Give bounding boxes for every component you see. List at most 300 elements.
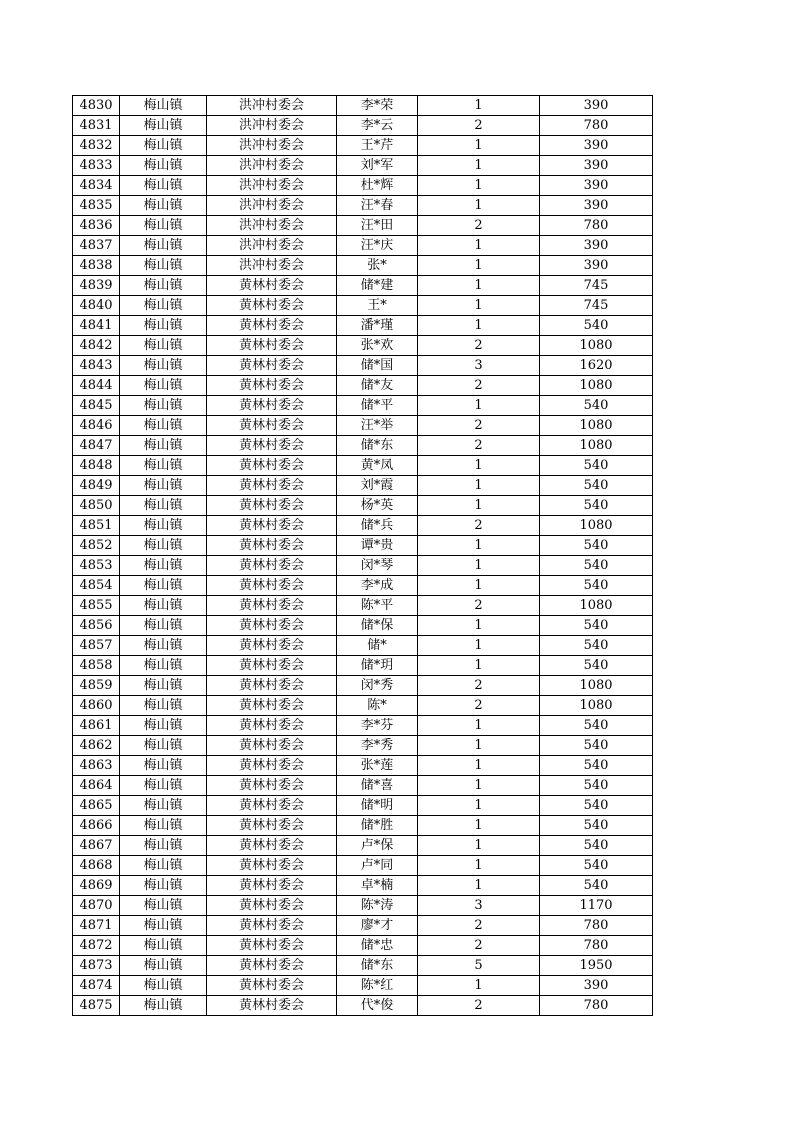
town-cell: 梅山镇 [120,116,207,136]
name-cell: 汪*举 [337,416,418,436]
name-cell: 卢*保 [337,836,418,856]
village-committee-cell: 黄林村委会 [207,776,337,796]
amount-cell: 540 [540,656,653,676]
amount-cell: 390 [540,236,653,256]
name-cell: 卓*楠 [337,876,418,896]
table-row [73,336,653,356]
amount-cell: 390 [540,136,653,156]
town-cell: 梅山镇 [120,316,207,336]
village-committee-cell: 黄林村委会 [207,536,337,556]
row-number-cell: 4846 [73,416,120,436]
table-body [73,96,653,1016]
row-number-cell: 4862 [73,736,120,756]
town-cell: 梅山镇 [120,596,207,616]
count-cell: 2 [418,336,540,356]
name-cell: 谭*贵 [337,536,418,556]
amount-cell: 390 [540,96,653,116]
village-committee-cell: 黄林村委会 [207,376,337,396]
count-cell: 3 [418,896,540,916]
village-committee-cell: 洪冲村委会 [207,96,337,116]
row-number-cell: 4845 [73,396,120,416]
town-cell: 梅山镇 [120,896,207,916]
village-committee-cell: 黄林村委会 [207,676,337,696]
town-cell: 梅山镇 [120,256,207,276]
town-cell: 梅山镇 [120,576,207,596]
town-cell: 梅山镇 [120,996,207,1016]
amount-cell: 540 [540,836,653,856]
table-row [73,876,653,896]
village-committee-cell: 洪冲村委会 [207,236,337,256]
table-row [73,496,653,516]
table-row [73,396,653,416]
amount-cell: 780 [540,996,653,1016]
town-cell: 梅山镇 [120,136,207,156]
count-cell: 2 [418,916,540,936]
table-row [73,256,653,276]
row-number-cell: 4857 [73,636,120,656]
count-cell: 2 [418,416,540,436]
row-number-cell: 4864 [73,776,120,796]
table-row [73,416,653,436]
row-number-cell: 4866 [73,816,120,836]
count-cell: 1 [418,776,540,796]
count-cell: 1 [418,736,540,756]
town-cell: 梅山镇 [120,216,207,236]
village-committee-cell: 黄林村委会 [207,916,337,936]
row-number-cell: 4875 [73,996,120,1016]
name-cell: 陈*红 [337,976,418,996]
village-committee-cell: 黄林村委会 [207,516,337,536]
name-cell: 王*芹 [337,136,418,156]
town-cell: 梅山镇 [120,376,207,396]
village-committee-cell: 黄林村委会 [207,596,337,616]
row-number-cell: 4868 [73,856,120,876]
town-cell: 梅山镇 [120,616,207,636]
amount-cell: 540 [540,456,653,476]
row-number-cell: 4863 [73,756,120,776]
town-cell: 梅山镇 [120,716,207,736]
name-cell: 李*秀 [337,736,418,756]
table-row [73,296,653,316]
count-cell: 1 [418,756,540,776]
town-cell: 梅山镇 [120,556,207,576]
count-cell: 1 [418,456,540,476]
count-cell: 1 [418,556,540,576]
table-row [73,356,653,376]
village-committee-cell: 黄林村委会 [207,296,337,316]
amount-cell: 540 [540,316,653,336]
amount-cell: 540 [540,616,653,636]
row-number-cell: 4873 [73,956,120,976]
amount-cell: 390 [540,156,653,176]
amount-cell: 540 [540,796,653,816]
name-cell: 储*喜 [337,776,418,796]
town-cell: 梅山镇 [120,416,207,436]
table-row [73,616,653,636]
name-cell: 杜*辉 [337,176,418,196]
village-committee-cell: 黄林村委会 [207,416,337,436]
village-committee-cell: 黄林村委会 [207,756,337,776]
town-cell: 梅山镇 [120,936,207,956]
town-cell: 梅山镇 [120,756,207,776]
town-cell: 梅山镇 [120,396,207,416]
amount-cell: 540 [540,636,653,656]
village-committee-cell: 黄林村委会 [207,736,337,756]
village-committee-cell: 黄林村委会 [207,496,337,516]
name-cell: 李*成 [337,576,418,596]
name-cell: 储*东 [337,436,418,456]
row-number-cell: 4852 [73,536,120,556]
village-committee-cell: 洪冲村委会 [207,136,337,156]
table-row [73,716,653,736]
table-row [73,936,653,956]
town-cell: 梅山镇 [120,956,207,976]
amount-cell: 780 [540,916,653,936]
amount-cell: 1080 [540,376,653,396]
village-committee-cell: 黄林村委会 [207,856,337,876]
amount-cell: 540 [540,856,653,876]
count-cell: 1 [418,96,540,116]
town-cell: 梅山镇 [120,516,207,536]
name-cell: 王* [337,296,418,316]
town-cell: 梅山镇 [120,496,207,516]
row-number-cell: 4833 [73,156,120,176]
town-cell: 梅山镇 [120,536,207,556]
name-cell: 汪*春 [337,196,418,216]
town-cell: 梅山镇 [120,816,207,836]
table-row [73,696,653,716]
row-number-cell: 4870 [73,896,120,916]
amount-cell: 390 [540,196,653,216]
table-row [73,736,653,756]
town-cell: 梅山镇 [120,836,207,856]
count-cell: 1 [418,656,540,676]
village-committee-cell: 洪冲村委会 [207,196,337,216]
village-committee-cell: 黄林村委会 [207,936,337,956]
count-cell: 1 [418,636,540,656]
name-cell: 储*忠 [337,936,418,956]
village-committee-cell: 黄林村委会 [207,656,337,676]
town-cell: 梅山镇 [120,916,207,936]
table-row [73,836,653,856]
village-committee-cell: 黄林村委会 [207,356,337,376]
row-number-cell: 4849 [73,476,120,496]
row-number-cell: 4839 [73,276,120,296]
count-cell: 1 [418,816,540,836]
count-cell: 1 [418,276,540,296]
town-cell: 梅山镇 [120,676,207,696]
count-cell: 2 [418,996,540,1016]
town-cell: 梅山镇 [120,436,207,456]
data-table [72,95,653,1016]
amount-cell: 540 [540,876,653,896]
village-committee-cell: 黄林村委会 [207,996,337,1016]
table-row [73,176,653,196]
town-cell: 梅山镇 [120,656,207,676]
table-row [73,796,653,816]
count-cell: 2 [418,516,540,536]
count-cell: 1 [418,576,540,596]
count-cell: 1 [418,256,540,276]
name-cell: 储*保 [337,616,418,636]
amount-cell: 540 [540,396,653,416]
count-cell: 1 [418,716,540,736]
count-cell: 1 [418,836,540,856]
town-cell: 梅山镇 [120,296,207,316]
village-committee-cell: 黄林村委会 [207,576,337,596]
amount-cell: 540 [540,716,653,736]
name-cell: 李*云 [337,116,418,136]
town-cell: 梅山镇 [120,796,207,816]
count-cell: 1 [418,876,540,896]
village-committee-cell: 洪冲村委会 [207,176,337,196]
row-number-cell: 4874 [73,976,120,996]
village-committee-cell: 黄林村委会 [207,336,337,356]
count-cell: 2 [418,936,540,956]
count-cell: 1 [418,796,540,816]
row-number-cell: 4847 [73,436,120,456]
name-cell: 潘*瑾 [337,316,418,336]
village-committee-cell: 洪冲村委会 [207,256,337,276]
amount-cell: 1080 [540,696,653,716]
town-cell: 梅山镇 [120,976,207,996]
row-number-cell: 4859 [73,676,120,696]
table-row [73,896,653,916]
amount-cell: 390 [540,976,653,996]
row-number-cell: 4832 [73,136,120,156]
name-cell: 汪*田 [337,216,418,236]
table-row [73,956,653,976]
table-row [73,436,653,456]
name-cell: 闵*琴 [337,556,418,576]
amount-cell: 1080 [540,336,653,356]
table-row [73,536,653,556]
amount-cell: 780 [540,116,653,136]
amount-cell: 780 [540,936,653,956]
table-row [73,856,653,876]
village-committee-cell: 洪冲村委会 [207,116,337,136]
amount-cell: 540 [540,776,653,796]
row-number-cell: 4851 [73,516,120,536]
count-cell: 1 [418,496,540,516]
town-cell: 梅山镇 [120,156,207,176]
village-committee-cell: 洪冲村委会 [207,216,337,236]
village-committee-cell: 黄林村委会 [207,976,337,996]
row-number-cell: 4871 [73,916,120,936]
name-cell: 刘*军 [337,156,418,176]
row-number-cell: 4853 [73,556,120,576]
amount-cell: 1080 [540,516,653,536]
row-number-cell: 4865 [73,796,120,816]
table-row [73,756,653,776]
count-cell: 2 [418,696,540,716]
count-cell: 2 [418,216,540,236]
table-row [73,596,653,616]
table-row [73,776,653,796]
name-cell: 黄*凤 [337,456,418,476]
amount-cell: 745 [540,296,653,316]
count-cell: 1 [418,616,540,636]
amount-cell: 1080 [540,676,653,696]
table-row [73,636,653,656]
name-cell: 陈*平 [337,596,418,616]
amount-cell: 1620 [540,356,653,376]
town-cell: 梅山镇 [120,356,207,376]
count-cell: 1 [418,856,540,876]
name-cell: 陈* [337,696,418,716]
count-cell: 1 [418,196,540,216]
amount-cell: 540 [540,496,653,516]
name-cell: 储*胜 [337,816,418,836]
village-committee-cell: 黄林村委会 [207,456,337,476]
table-row [73,96,653,116]
amount-cell: 390 [540,256,653,276]
name-cell: 储*建 [337,276,418,296]
name-cell: 闵*秀 [337,676,418,696]
amount-cell: 1080 [540,416,653,436]
table-row [73,276,653,296]
table-row [73,516,653,536]
count-cell: 5 [418,956,540,976]
table-row [73,576,653,596]
name-cell: 杨*英 [337,496,418,516]
row-number-cell: 4840 [73,296,120,316]
village-committee-cell: 黄林村委会 [207,556,337,576]
amount-cell: 745 [540,276,653,296]
village-committee-cell: 黄林村委会 [207,896,337,916]
amount-cell: 540 [540,736,653,756]
name-cell: 储*兵 [337,516,418,536]
name-cell: 汪*庆 [337,236,418,256]
row-number-cell: 4869 [73,876,120,896]
name-cell: 储*友 [337,376,418,396]
name-cell: 张*欢 [337,336,418,356]
row-number-cell: 4842 [73,336,120,356]
name-cell: 储* [337,636,418,656]
village-committee-cell: 黄林村委会 [207,316,337,336]
row-number-cell: 4860 [73,696,120,716]
village-committee-cell: 黄林村委会 [207,796,337,816]
name-cell: 李*荣 [337,96,418,116]
name-cell: 张*莲 [337,756,418,776]
row-number-cell: 4848 [73,456,120,476]
amount-cell: 540 [540,476,653,496]
row-number-cell: 4850 [73,496,120,516]
table-row [73,656,653,676]
name-cell: 廖*才 [337,916,418,936]
table-row [73,236,653,256]
town-cell: 梅山镇 [120,476,207,496]
town-cell: 梅山镇 [120,336,207,356]
table-row [73,136,653,156]
village-committee-cell: 黄林村委会 [207,876,337,896]
row-number-cell: 4867 [73,836,120,856]
town-cell: 梅山镇 [120,856,207,876]
village-committee-cell: 黄林村委会 [207,396,337,416]
name-cell: 储*平 [337,396,418,416]
table-row [73,116,653,136]
amount-cell: 780 [540,216,653,236]
row-number-cell: 4836 [73,216,120,236]
count-cell: 1 [418,136,540,156]
town-cell: 梅山镇 [120,176,207,196]
row-number-cell: 4835 [73,196,120,216]
row-number-cell: 4841 [73,316,120,336]
town-cell: 梅山镇 [120,696,207,716]
count-cell: 1 [418,976,540,996]
table-row [73,216,653,236]
amount-cell: 540 [540,576,653,596]
town-cell: 梅山镇 [120,96,207,116]
table-row [73,816,653,836]
table-row [73,456,653,476]
table-row [73,156,653,176]
town-cell: 梅山镇 [120,276,207,296]
town-cell: 梅山镇 [120,736,207,756]
town-cell: 梅山镇 [120,876,207,896]
village-committee-cell: 黄林村委会 [207,436,337,456]
table-row [73,996,653,1016]
count-cell: 2 [418,116,540,136]
town-cell: 梅山镇 [120,196,207,216]
row-number-cell: 4855 [73,596,120,616]
row-number-cell: 4844 [73,376,120,396]
village-committee-cell: 黄林村委会 [207,476,337,496]
amount-cell: 1080 [540,436,653,456]
name-cell: 卢*同 [337,856,418,876]
table-row [73,316,653,336]
name-cell: 储*玥 [337,656,418,676]
amount-cell: 1080 [540,596,653,616]
row-number-cell: 4838 [73,256,120,276]
amount-cell: 540 [540,816,653,836]
village-committee-cell: 洪冲村委会 [207,156,337,176]
amount-cell: 1950 [540,956,653,976]
village-committee-cell: 黄林村委会 [207,276,337,296]
row-number-cell: 4856 [73,616,120,636]
amount-cell: 390 [540,176,653,196]
town-cell: 梅山镇 [120,776,207,796]
row-number-cell: 4834 [73,176,120,196]
name-cell: 张* [337,256,418,276]
name-cell: 储*国 [337,356,418,376]
row-number-cell: 4861 [73,716,120,736]
count-cell: 1 [418,396,540,416]
name-cell: 代*俊 [337,996,418,1016]
town-cell: 梅山镇 [120,236,207,256]
row-number-cell: 4830 [73,96,120,116]
count-cell: 3 [418,356,540,376]
table-row [73,476,653,496]
village-committee-cell: 黄林村委会 [207,616,337,636]
amount-cell: 540 [540,556,653,576]
village-committee-cell: 黄林村委会 [207,696,337,716]
count-cell: 1 [418,236,540,256]
amount-cell: 1170 [540,896,653,916]
table-row [73,196,653,216]
village-committee-cell: 黄林村委会 [207,836,337,856]
name-cell: 李*芬 [337,716,418,736]
count-cell: 2 [418,376,540,396]
village-committee-cell: 黄林村委会 [207,716,337,736]
count-cell: 1 [418,156,540,176]
village-committee-cell: 黄林村委会 [207,956,337,976]
count-cell: 2 [418,676,540,696]
table-row [73,556,653,576]
village-committee-cell: 黄林村委会 [207,636,337,656]
count-cell: 1 [418,536,540,556]
table-row [73,976,653,996]
